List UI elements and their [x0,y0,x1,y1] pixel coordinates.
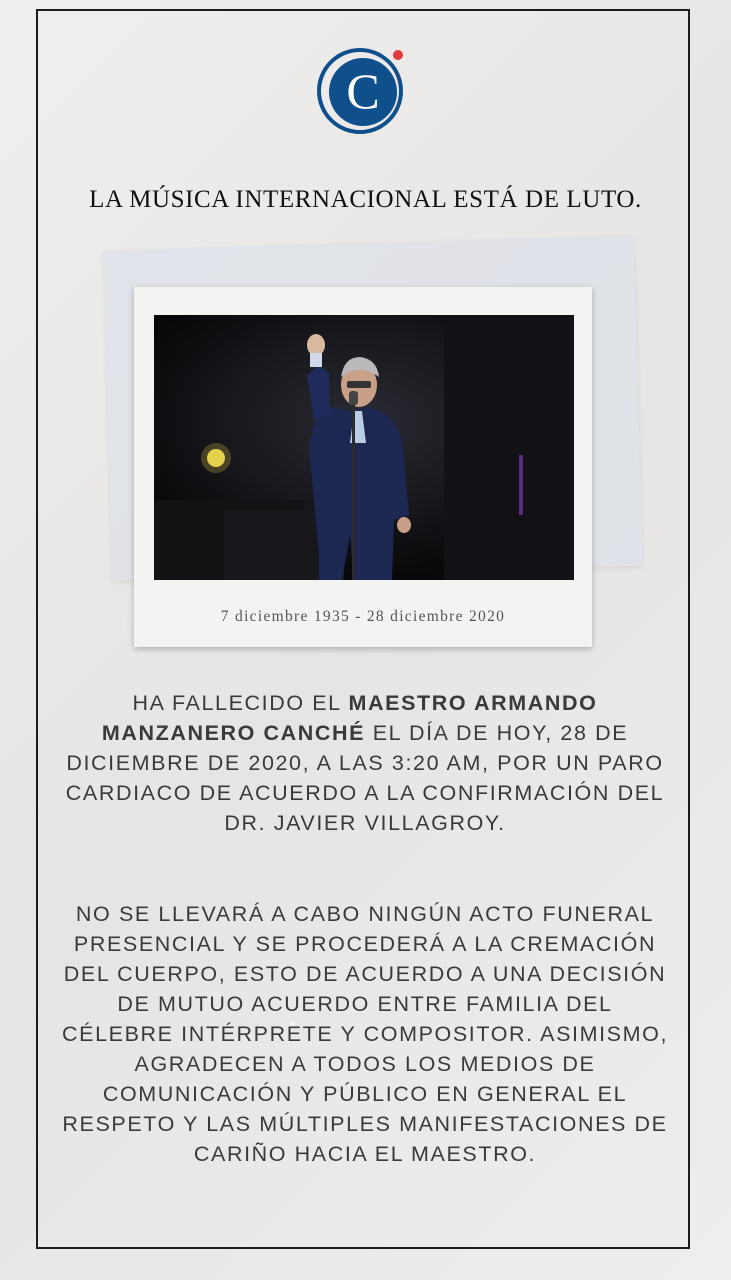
paragraph1-start: HA FALLECIDO EL [132,691,349,715]
announcement-paragraph [62,688,668,838]
c-logo [316,41,408,141]
paragraph1-end: EL DÍA DE HOY, 28 DE DICIEMBRE DE 2020, A LAS 3:20 AM, POR UN PARO CARDIACO DE ACUERDO A LA CONFIRMACIÓN DEL DR. JAVIER VILLAGROY. [65,721,665,835]
performer-photo [154,315,574,580]
funeral-paragraph: NO SE LLEVARÁ A CABO NINGÚN ACTO FUNERAL PRESENCIAL Y SE PROCEDERÁ A LA CREMACIÓN DEL CUERPO, ESTO DE ACUERDO A UNA DECISIÓN DE MUTUO ACUERDO ENTRE FAMILIA DEL CÉLEBRE INTÉRPRETE Y COMPOSITOR. ASIMISMO, AGRADECEN A TODOS LOS MEDIOS DE COMUNICACIÓN Y PÚBLICO EN GENERAL EL RESPETO Y LAS MÚLTIPLES MANIFESTACIONES DE CARIÑO HACIA EL MAESTRO. [62,902,669,1166]
paragraph1-name: MAESTRO ARMANDO MANZANERO CANCHÉ [101,691,598,745]
svg-text:C: C [346,63,380,119]
date-caption: 7 diciembre 1935 - 28 diciembre 2020 [220,608,506,625]
headline: LA MÚSICA INTERNACIONAL ESTÁ DE LUTO. [89,186,642,213]
